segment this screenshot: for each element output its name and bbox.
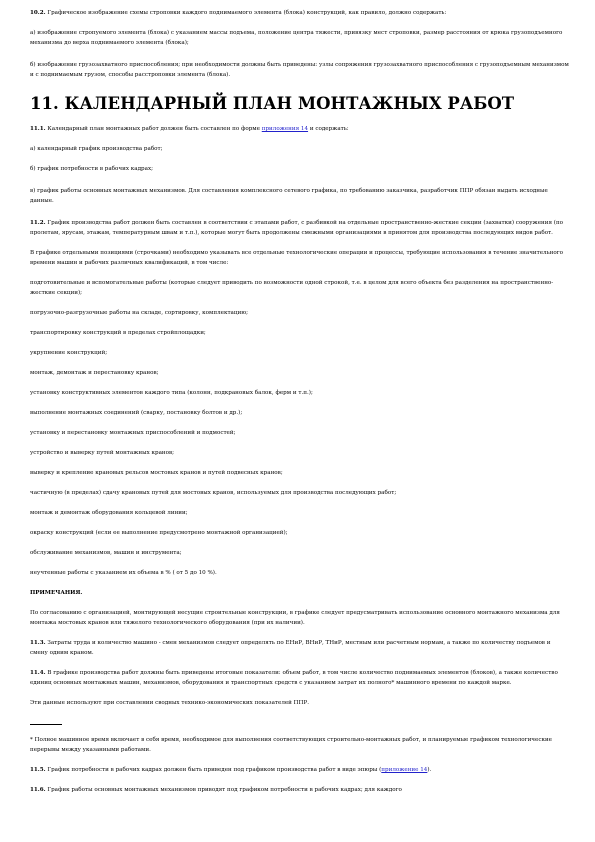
paragraph-10-2-b: б) изображение грузозахватного приспособления; при необходимости должны быть приведены: узлы сопряжения грузозахватного приспособления с грузоподъемным механизмом и с поднимаемым грузом, способы расстроповки элемента (блока). xyxy=(30,62,569,78)
list-item: подготовительные и вспомогательные работы (которые следует приводить по возможности одной строкой, т.е. в целом для всего объекта без разделения на пространственно-жесткие секции); xyxy=(30,280,554,296)
document-page xyxy=(30,8,570,795)
clause-number: 11.1. xyxy=(30,126,46,132)
paragraph-text: Календарный план монтажных работ должен быть составлен по форме xyxy=(47,126,260,132)
paragraph-text: График работы основных монтажных механизмов приводят под графиком потребности в рабочих кадрах; для каждого xyxy=(47,787,402,793)
list-item: выполнение монтажных соединений (сварку, постановку болтов и др.); xyxy=(30,410,243,416)
paragraph-11-5 xyxy=(30,765,570,775)
list-item: обслуживание механизмов, машин и инструмента; xyxy=(30,550,182,556)
paragraph-after: Эти данные используют при составлении сводных технико-экономических показателей ППР. xyxy=(30,700,309,706)
clause-number: 10.2. xyxy=(30,10,46,16)
paragraph-text: Затраты труда и количество машино - смен механизмов следует определять по ЕНиР, ВНиР, ТНиР, местным или расчетным нормам, а также по количеству подъемов и смену одним краном. xyxy=(30,640,551,656)
appendix-14-link[interactable]: приложение 14 xyxy=(381,767,428,773)
section-heading: 11. КАЛЕНДАРНЫЙ ПЛАН МОНТАЖНЫХ РАБОТ xyxy=(30,94,515,113)
paragraph-text: В графике производства работ должны быть приведены итоговые показатели: объем работ, в том числе количество поднимаемых элементов (блоков), а также количество единиц основных монтажных машин, механизмов, оборудования и транспортных средств с указанием затрат их полного* машинного времени по каждой марке. xyxy=(30,670,558,686)
paragraph-11-1-c: в) график работы основных монтажных механизмов. Для составления комплексного сетевого графика, по требованию заказчика, разработчик ППР обязан выдать исходные данные. xyxy=(30,188,548,204)
paragraph-11-3 xyxy=(30,638,570,658)
clause-number: 11.6. xyxy=(30,787,46,793)
list-item: частичную (в пределах) сдачу крановых путей для мостовых кранов, используемых для производства последующих работ; xyxy=(30,490,397,496)
list-item: укрупнение конструкций; xyxy=(30,350,108,356)
paragraph-11-4 xyxy=(30,668,570,688)
paragraph-text: и содержать: xyxy=(309,126,349,132)
clause-number: 11.5. xyxy=(30,767,46,773)
note-1: По согласованию с организацией, монтирующей несущие строительные конструкции, в графике следует предусматривать использование основного монтажного механизма для монтажа мостовых кранов или тяжелого технологического оборудования (при их наличии). xyxy=(30,610,560,626)
paragraph-11-6 xyxy=(30,785,570,795)
paragraph-text: График потребности в рабочих кадрах должен быть приведен под графиком производства работ в виде эпюры ( xyxy=(47,767,382,773)
clause-number: 11.4. xyxy=(30,670,46,676)
list-item: установку и перестановку монтажных приспособлений и подмостей; xyxy=(30,430,236,436)
paragraph-10-2 xyxy=(30,8,570,18)
appendix-14-link[interactable]: приложения 14 xyxy=(261,126,309,132)
list-item: выверку и крепление крановых рельсов мостовых кранов и путей подвесных кранов; xyxy=(30,470,283,476)
list-item: погрузочно-разгрузочные работы на складе, сортировку, комплектацию; xyxy=(30,310,248,316)
paragraph-intro: В графике отдельными позициями (строчками) необходимо указывать все отдельные технологические операции и процессы, требующие использования в течение значительного времени машин и рабочих различных квалификаций, в том числе: xyxy=(30,250,564,266)
footnote-divider xyxy=(30,724,62,725)
list-item: установку конструктивных элементов каждого типа (колонн, подкрановых балок, ферм и т.п.); xyxy=(30,390,313,396)
footnote: * Полное машинное время включает в себя время, необходимое для выполнения соответствующих строительно-монтажных работ, и планируемые графиком технологические перерывы между указанными работами. xyxy=(30,737,552,753)
list-item: транспортировку конструкций в пределах стройплощадки; xyxy=(30,330,206,336)
paragraph-11-2 xyxy=(30,218,570,238)
paragraph-11-1-a: а) календарный график производства работ; xyxy=(30,146,163,152)
paragraph-text: График производства работ должен быть составлен в соответствии с этапами работ, с разбивкой на отдельные пространственно-жесткие секции (захватки) сооружения (по пролетам, ярусам, этажам, температурным швам и т.п.), которые могут быть продолжены смежными организациями в принятом для производства последующих видов работ. xyxy=(30,220,564,236)
paragraph-text: ). xyxy=(427,767,432,773)
paragraph-11-1 xyxy=(30,124,570,134)
list-item: монтаж и демонтаж оборудования кольцевой линии; xyxy=(30,510,188,516)
list-item: устройство и выверку путей монтажных кранов; xyxy=(30,450,175,456)
clause-number: 11.2. xyxy=(30,220,46,226)
notes-title: ПРИМЕЧАНИЯ. xyxy=(30,590,83,596)
list-item: неучтенные работы с указанием их объема в % ( от 5 до 10 %). xyxy=(30,570,217,576)
paragraph-10-2-a: а) изображение стропуемого элемента (блока) с указанием массы подъема, положение центра тяжести, привязку мест строповки, размер расстояния от крюка грузоподъемного механизма до верха поднимаемого элемента (блока); xyxy=(30,30,563,46)
paragraph-text: Графическое изображение схемы строповки каждого поднимаемого элемента (блока) конструкций, как правило, должно содержать: xyxy=(47,10,447,16)
list-item: монтаж, демонтаж и перестановку кранов; xyxy=(30,370,159,376)
list-item: окраску конструкций (если ее выполнение предусмотрено монтажной организацией); xyxy=(30,530,288,536)
clause-number: 11.3. xyxy=(30,640,46,646)
paragraph-11-1-b: б) график потребности в рабочих кадрах; xyxy=(30,166,154,172)
